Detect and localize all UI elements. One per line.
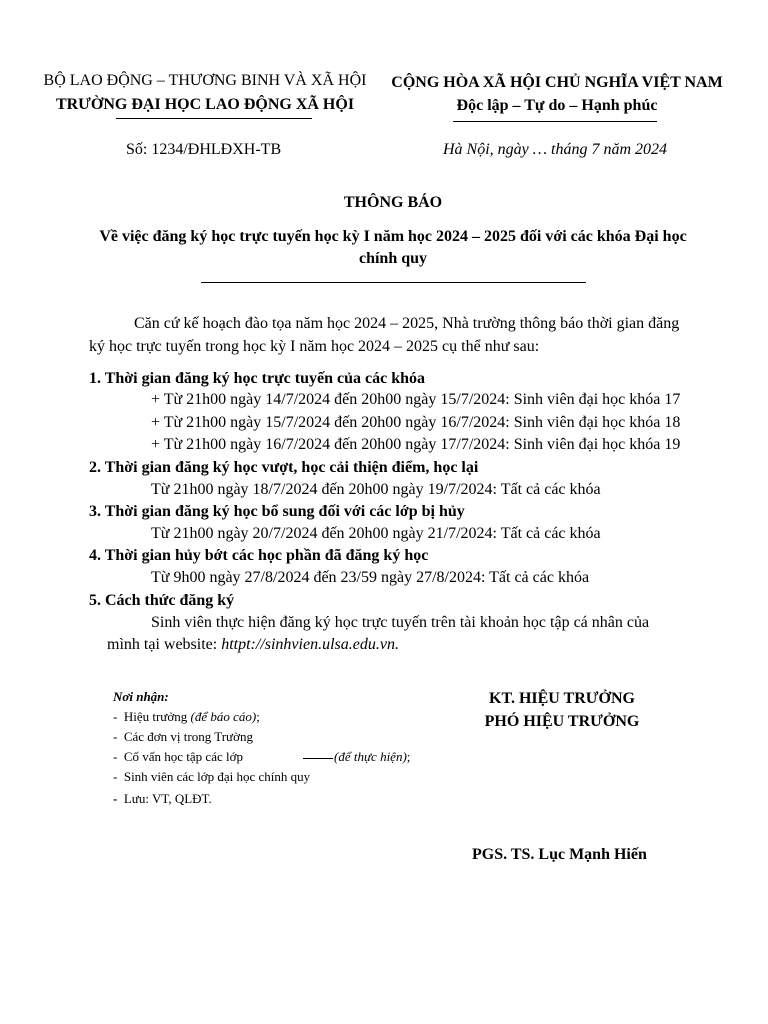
section-2-heading [89,459,478,477]
recipient-text: Sinh viên các lớp đại học chính quy [123,769,311,784]
strike-line [303,758,333,759]
section-3-heading [89,503,465,521]
recipient-item [113,729,253,745]
recipients-label: Nơi nhận: [113,689,169,704]
section-1-heading [89,370,425,388]
section-1-line-2: + Từ 21h00 ngày 15/7/2024 đến 20h00 ngày 16/7/2024: Sinh viên đại học khóa 18 [151,414,681,431]
recipient-item [113,791,212,807]
section-title: Thời gian đăng ký học trực tuyến của các khóa [104,370,425,387]
bullet-dash: - [113,769,118,784]
national-motto: Độc lập – Tự do – Hạnh phúc [456,97,658,114]
recipient-text: Lưu: VT, QLĐT. [123,791,212,806]
signature-position: PHÓ HIỆU TRƯỞNG [484,713,640,730]
recipient-item [113,749,243,765]
section-number: 5. [89,592,101,609]
ministry-name: BỘ LAO ĐỘNG – THƯƠNG BINH VÀ XÃ HỘI [43,72,367,89]
university-underline [116,118,312,119]
document-subject-line-2: chính quy [358,250,428,267]
website-link[interactable]: httpt://sinhvien.ulsa.edu.vn. [221,636,399,653]
signature-on-behalf: KT. HIỆU TRƯỞNG [489,690,635,707]
section-5-line-2 [107,636,399,654]
title-divider [201,282,586,283]
bullet-dash: - [113,709,118,724]
section-number: 4. [89,547,101,564]
section-number: 3. [89,503,101,520]
recipient-note: (để thực hiện) [334,749,407,764]
recipient-note-purpose [334,749,410,765]
bullet-dash: - [113,749,118,764]
section-title: Thời gian đăng ký học vượt, học cải thiện điểm, học lại [104,459,479,476]
section-4-line-1: Từ 9h00 ngày 27/8/2024 đến 23/59 ngày 27/8/2024: Tất cả các khóa [151,569,590,586]
recipient-text: Cố vấn học tập các lớp [123,749,243,764]
bullet-dash: - [113,729,118,744]
section-number: 1. [89,370,101,387]
section-title: Cách thức đăng ký [105,592,235,609]
recipient-text: Hiệu trưởng [123,709,191,724]
recipient-suffix: ; [256,709,260,724]
section-5-heading [89,592,234,610]
recipient-text: Các đơn vị trong Trường [123,729,253,744]
document-subject-line-1: Về việc đăng ký học trực tuyến học kỳ I năm học 2024 – 2025 đối với các khóa Đại học [99,228,687,245]
bullet-dash: - [113,791,118,806]
place-and-date: Hà Nội, ngày … tháng 7 năm 2024 [443,141,667,158]
recipient-suffix: ; [406,749,411,764]
recipient-note: (để báo cáo) [190,709,257,724]
republic-name: CỘNG HÒA XÃ HỘI CHỦ NGHĨA VIỆT NAM [391,74,723,91]
motto-underline [453,121,657,122]
document-title: THÔNG BÁO [343,194,443,211]
website-prefix: mình tại website: [107,636,222,653]
university-name: TRƯỜNG ĐẠI HỌC LAO ĐỘNG XÃ HỘI [55,96,355,113]
section-5-line-1: Sinh viên thực hiện đăng ký học trực tuyến trên tài khoản học tập cá nhân của [151,614,650,631]
section-title: Thời gian đăng ký học bổ sung đối với các lớp bị hủy [104,503,465,520]
document-number: Số: 1234/ĐHLĐXH-TB [126,141,282,158]
signer-name: PGS. TS. Lục Mạnh Hiến [472,846,647,863]
recipient-item [113,709,260,725]
section-1-line-3: + Từ 21h00 ngày 16/7/2024 đến 20h00 ngày 17/7/2024: Sinh viên đại học khóa 19 [151,436,681,453]
section-title: Thời gian hủy bớt các học phần đã đăng ký học [104,547,429,564]
recipient-item [113,769,310,785]
section-4-heading [89,547,428,565]
intro-line-1: Căn cứ kế hoạch đào tọa năm học 2024 – 2025, Nhà trường thông báo thời gian đăng [134,315,680,332]
section-number: 2. [89,459,101,476]
intro-line-2: ký học trực tuyến trong học kỳ I năm học 2024 – 2025 cụ thể như sau: [89,338,540,355]
section-2-line-1: Từ 21h00 ngày 18/7/2024 đến 20h00 ngày 19/7/2024: Tất cả các khóa [151,481,601,498]
section-1-line-1: + Từ 21h00 ngày 14/7/2024 đến 20h00 ngày 15/7/2024: Sinh viên đại học khóa 17 [151,391,681,408]
section-3-line-1: Từ 21h00 ngày 20/7/2024 đến 20h00 ngày 21/7/2024: Tất cả các khóa [151,525,601,542]
